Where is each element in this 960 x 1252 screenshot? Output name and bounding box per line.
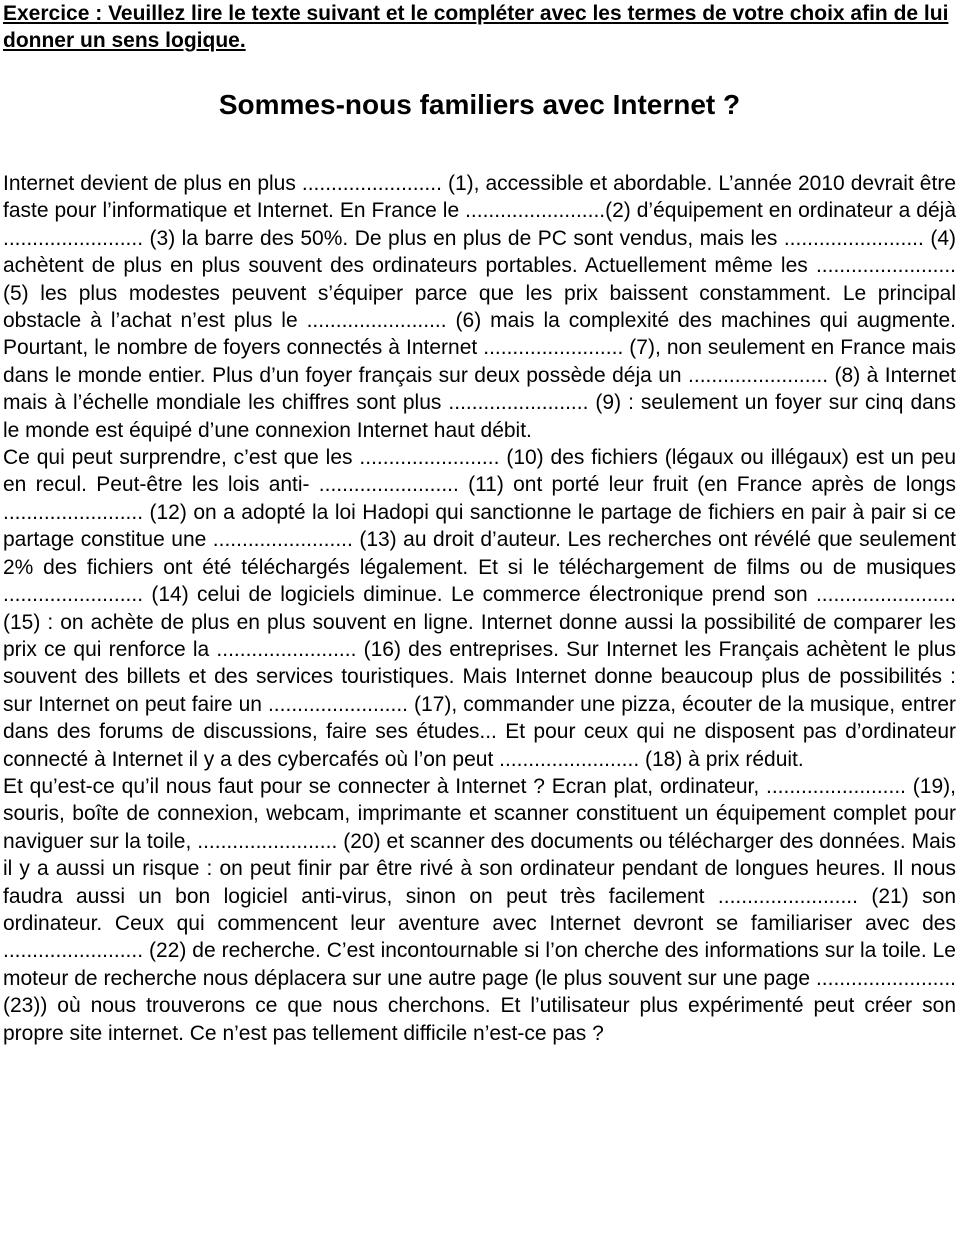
paragraph-downloads-and-commerce: Ce qui peut surprendre, c’est que les ........................ (10) des fichiers (légaux ou illégaux) est un peu en recul. Peut-être les lois anti- ........................ (11) ont porté leur fruit (en France après de longs ........................ (12) on a adopté la loi Hadopi qui sanctionne le partage de fichiers en pair à pair si ce partage constitue une ........................ (13) au droit d’auteur. Les recherches ont révélé que seulement 2% des fichiers ont été téléchargés légalement. Et si le téléchargement de films ou de musiques ........................ (14) celui de logiciels diminue. Le commerce électronique prend son ........................ (15) : on achète de plus en plus souvent en ligne. Internet donne aussi la possibilité de comparer les prix ce qui renforce la ........................ (16) des entreprises. Sur Internet les Français achètent le plus souvent des billets et des services touristiques. Mais Internet donne beaucoup plus de possibilités : sur Internet on peut faire un ........................ (17), commander une pizza, écouter de la musique, entrer dans des forums de discussions, faire ses études... Et pour ceux qui ne disposent pas d’ordinateur connecté à Internet il y a des cybercafés où l’on peut ........................ (18) à prix réduit. [3,446,956,771]
paragraph-internet-adoption: Internet devient de plus en plus ........................ (1), accessible et abordable. L’année 2010 devrait être faste pour l’informatique et Internet. En France le ........................(2) d’équipement en ordinateur a déjà ........................ (3) la barre des 50%. De plus en plus de PC sont vendus, mais les ........................ (4) achètent de plus en plus souvent des ordinateurs portables. Actuellement même les ........................ (5) les plus modestes peuvent s’équiper parce que les prix baissent constamment. Le principal obstacle à l’achat n’est plus le ........................ (6) mais la complexité des machines qui augmente. Pourtant, le nombre de foyers connectés à Internet ........................ (7), non seulement en France mais dans le monde entier. Plus d’un foyer français sur deux possède déja un ........................ (8) à Internet mais à l’échelle mondiale les chiffres sont plus ........................ (9) : seulement un foyer sur cinq dans le monde est équipé d’une connexion Internet haut débit. [3,172,956,442]
paragraph-equipment-and-search: Et qu’est-ce qu’il nous faut pour se connecter à Internet ? Ecran plat, ordinateur, ........................ (19), souris, boîte de connexion, webcam, imprimante et scanner constituent un équipement complet pour naviguer sur la toile, ........................ (20) et scanner des documents ou télécharger des données. Mais il y a aussi un risque : on peut finir par être rivé à son ordinateur pendant de longues heures. Il nous faudra aussi un bon logiciel anti-virus, sinon on peut très facilement ........................ (21) son ordinateur. Ceux qui commencent leur aventure avec Internet devront se familiariser avec des ........................ (22) de recherche. C’est incontournable si l’on cherche des informations sur la toile. Le moteur de recherche nous déplacera sur une autre page (le plus souvent sur une page ........................ (23)) où nous trouverons ce que nous cherchons. Et l’utilisateur plus expérimenté peut créer son propre site internet. Ce n’est pas tellement difficile n’est-ce pas ? [3,774,956,1045]
exercise-instruction: Exercice : Veuillez lire le texte suivant et le compléter avec les termes de votre choix afin de lui donner un sens logique. [3,2,949,52]
document-title: Sommes-nous familiers avec Internet ? [218,89,741,120]
